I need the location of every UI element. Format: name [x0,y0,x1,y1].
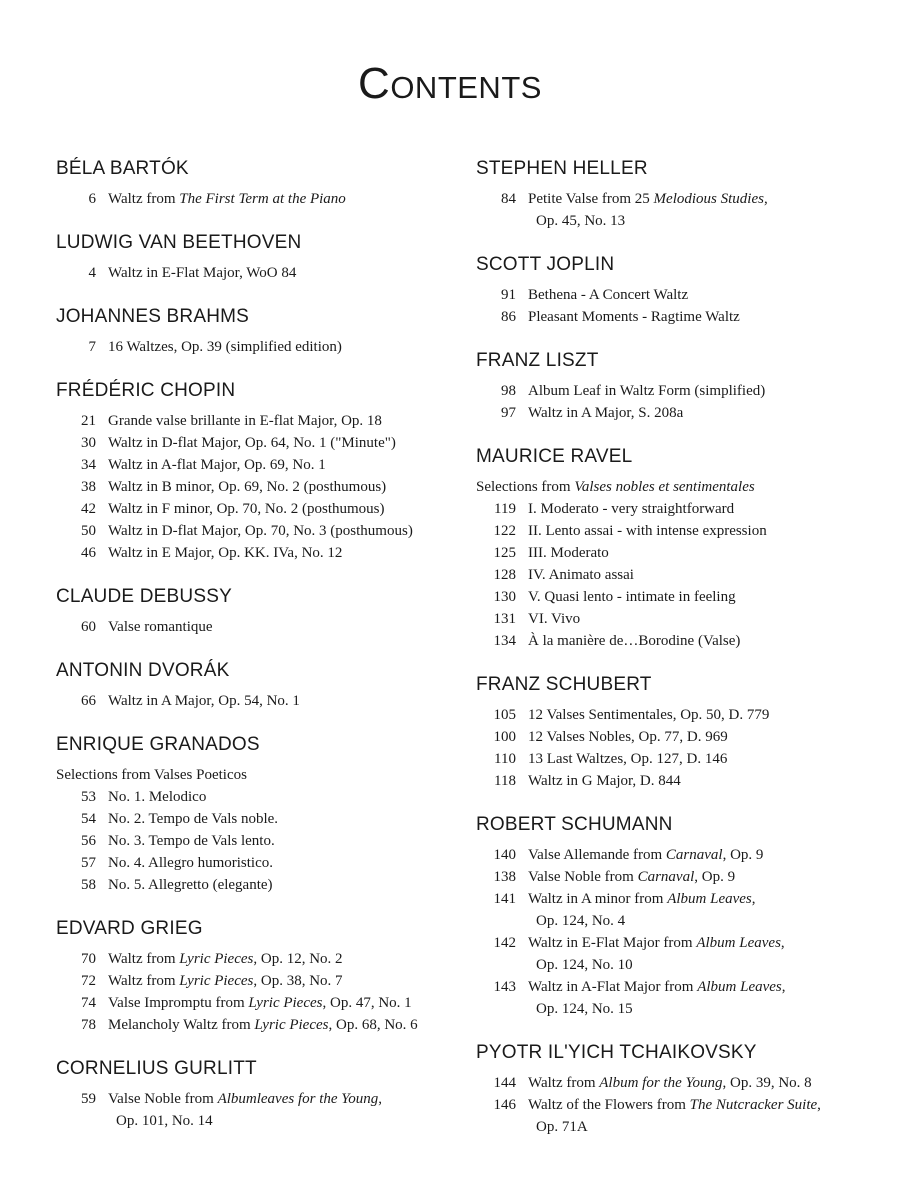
entry-title [528,630,876,652]
entry-text-part: Waltz in D-flat Major, Op. 70, No. 3 (posthumous) [108,523,413,539]
entry-title [108,520,456,542]
entry-text-part: Waltz in B minor, Op. 69, No. 2 (posthumous) [108,479,387,495]
entry-title [528,866,876,888]
contents-entry [56,1014,456,1036]
page-number: 42 [81,501,96,517]
composer-section [56,156,456,210]
entry-text-part: , Op. 39, No. 8 [722,1075,812,1091]
contents-entry [56,992,456,1014]
italic-title: Carnaval [665,847,723,863]
entry-title [108,690,456,712]
entry-title [108,410,456,432]
entry-text-part: Waltz of the Flowers from [528,1097,690,1113]
entry-text-part: Valse Impromptu from [108,995,249,1011]
composer-section [56,230,456,284]
contents-entry [476,284,876,306]
contents-entry [476,1094,876,1138]
contents-entry [476,704,876,726]
entry-title [528,748,876,770]
entry-text-part: Waltz in A-Flat Major from [528,979,698,995]
entry-text-part: III. Moderato [528,545,609,561]
entry-title [528,1072,876,1094]
entry-title [528,564,876,586]
composer-name: BÉLA BARTÓK [56,158,189,179]
page-number: 110 [494,751,516,767]
page-number: 38 [81,479,96,495]
contents-entry [476,306,876,328]
entry-text-part: À la manière de…Borodine (Valse) [528,633,741,649]
contents-entry [476,608,876,630]
entry-title [528,306,876,328]
entry-text-part: , Op. 9 [694,869,736,885]
contents-entry [476,586,876,608]
entry-text-part: , [378,1091,382,1107]
contents-entry [476,498,876,520]
contents-entry [476,542,876,564]
composer-name: ROBERT SCHUMANN [476,814,673,835]
entry-title [108,970,456,992]
selections-note [56,764,456,786]
entry-text-part: Petite Valse from 25 [528,191,654,207]
contents-entry [476,402,876,424]
entry-text-part: , [780,935,785,951]
entry-text-part: Valse romantique [108,619,213,635]
contents-entry [56,498,456,520]
entry-text-part: IV. Animato assai [528,567,634,583]
entry-continuation: Op. 71A [536,1119,588,1135]
page-number: 56 [81,833,96,849]
entry-text-part: 12 Valses Nobles, Op. 77, D. 969 [528,729,728,745]
italic-title: Lyric Pieces [179,973,254,989]
contents-entry [56,1088,456,1132]
entry-text-part: No. 1. Melodico [108,789,207,805]
entry-text-part: Bethena - A Concert Waltz [528,287,689,303]
italic-title: Valses nobles et sentimentales [574,479,755,495]
entry-text-part: Waltz in A Major, Op. 54, No. 1 [108,693,300,709]
entry-text-part: , [763,191,768,207]
page-number: 72 [81,973,96,989]
composer-name: CORNELIUS GURLITT [56,1058,257,1079]
page-number: 86 [501,309,516,325]
composer-name: FRANZ SCHUBERT [476,674,652,695]
entry-title [108,262,456,284]
composer-name: ANTONIN DVORÁK [56,660,230,681]
composer-name: PYOTR IL'YICH TCHAIKOVSKY [476,1042,757,1063]
composer-name: FRANZ LISZT [476,350,599,371]
entry-text-part: No. 4. Allegro humoristico. [108,855,273,871]
entry-title [108,476,456,498]
entry-text-part: , Op. 38, No. 7 [253,973,343,989]
entry-text-part: Grande valse brillante in E-flat Major, Op. 18 [108,413,382,429]
entry-text-part: Pleasant Moments - Ragtime Waltz [528,309,740,325]
entry-text-part: No. 2. Tempo de Vals noble. [108,811,279,827]
page-number: 21 [81,413,96,429]
page-number: 128 [493,567,516,583]
contents-entry [476,844,876,866]
entry-text-part: Waltz from [528,1075,600,1091]
entry-text-part: , Op. 9 [722,847,764,863]
entry-text-part: 12 Valses Sentimentales, Op. 50, D. 779 [528,707,770,723]
entry-title [108,542,456,564]
contents-entry [56,948,456,970]
page-number: 125 [493,545,516,561]
composer-section [56,1056,456,1132]
contents-entry [476,748,876,770]
composer-section [56,378,456,564]
composer-section [476,156,876,232]
page-number: 144 [493,1075,516,1091]
page-number: 140 [493,847,516,863]
entry-text-part: Waltz in E-Flat Major from [528,935,697,951]
italic-title: Album Leaves [696,935,781,951]
italic-title: Carnaval [637,869,695,885]
entry-text-part: VI. Vivo [528,611,581,627]
page-number: 91 [501,287,516,303]
page-number: 6 [88,191,96,207]
entry-text-part: , Op. 68, No. 6 [328,1017,418,1033]
entry-text-part: Waltz in G Major, D. 844 [528,773,681,789]
contents-entry [56,808,456,830]
contents-entry [476,380,876,402]
page-number: 118 [494,773,516,789]
entry-text-part: Waltz from [108,951,180,967]
composer-name: STEPHEN HELLER [476,158,648,179]
entry-title [108,1014,456,1036]
entry-text-part: Waltz in A Major, S. 208a [528,405,684,421]
page-number: 30 [81,435,96,451]
contents-entry [476,564,876,586]
entry-continuation: Op. 45, No. 13 [536,213,626,229]
entry-title [528,704,876,726]
page-number: 143 [493,979,516,995]
page-number: 84 [501,191,516,207]
entry-title [108,992,456,1014]
page-number: 78 [81,1017,96,1033]
page-number: 130 [493,589,516,605]
entry-text-part: , [751,891,756,907]
entry-text-part: Selections from Valses Poeticos [56,767,247,783]
contents-entry [56,432,456,454]
entry-text-part: Waltz in D-flat Major, Op. 64, No. 1 ("Minute") [108,435,396,451]
page-number: 74 [81,995,96,1011]
contents-entry [476,630,876,652]
entry-title [528,976,876,1020]
entry-title [528,1094,876,1138]
entry-text-part: , [817,1097,821,1113]
composer-section [476,348,876,424]
entry-title [108,336,456,358]
italic-title: Album Leaves [667,891,752,907]
entry-title [528,844,876,866]
composer-name: MAURICE RAVEL [476,446,633,467]
contents-entry [476,1072,876,1094]
contents-entry [476,520,876,542]
contents-entry [56,786,456,808]
contents-entry [476,888,876,932]
page-number: 53 [81,789,96,805]
entry-title [108,874,456,896]
page-number: 7 [88,339,96,355]
composer-section [476,812,876,1020]
contents-entry [56,410,456,432]
composer-section [56,916,456,1036]
entry-continuation: Op. 124, No. 15 [536,1001,633,1017]
composer-name: EDVARD GRIEG [56,918,203,939]
composer-section [56,732,456,896]
contents-entry [56,476,456,498]
composer-section [56,304,456,358]
entry-continuation: Op. 124, No. 10 [536,957,633,973]
entry-text-part: Valse Allemande from [528,847,666,863]
composer-name: JOHANNES BRAHMS [56,306,250,327]
page-number: 46 [81,545,96,561]
contents-entry [56,852,456,874]
entry-text-part: I. Moderato - very straightforward [528,501,735,517]
page-number: 4 [88,265,96,281]
page-number: 142 [493,935,516,951]
entry-title [528,498,876,520]
entry-title [528,402,876,424]
entry-text-part: , [781,979,786,995]
italic-title: Melodious Studies [653,191,764,207]
page-number: 98 [501,383,516,399]
italic-title: The First Term at the Piano [179,191,346,207]
composer-name: FRÉDÉRIC CHOPIN [56,380,236,401]
entry-title [108,498,456,520]
page-number: 122 [493,523,516,539]
entry-title [528,542,876,564]
entry-text-part: Waltz in A-flat Major, Op. 69, No. 1 [108,457,326,473]
entry-title [528,520,876,542]
entry-title [108,808,456,830]
entry-text-part: Waltz in F minor, Op. 70, No. 2 (posthumous) [108,501,385,517]
page-number: 59 [81,1091,96,1107]
page-number: 34 [81,457,96,473]
entry-title [528,380,876,402]
contents-entry [476,932,876,976]
italic-title: Album for the Young [599,1075,723,1091]
entry-text-part: Waltz in A minor from [528,891,668,907]
entry-title [528,770,876,792]
composer-section [56,658,456,712]
contents-entry [476,726,876,748]
entry-text-part: Waltz in E-Flat Major, WoO 84 [108,265,297,281]
italic-title: The Nutcracker Suite [689,1097,818,1113]
page-number: 70 [81,951,96,967]
composer-section [476,252,876,328]
entry-title [528,726,876,748]
entry-title [108,454,456,476]
page-number: 141 [493,891,516,907]
entry-title [108,948,456,970]
contents-entry [56,874,456,896]
entry-text-part: Waltz from [108,973,180,989]
contents-entry [56,262,456,284]
entry-title [108,432,456,454]
contents-entry [476,188,876,232]
contents-entry [56,690,456,712]
page-number: 97 [501,405,516,421]
entry-title [528,188,876,232]
contents-entry [56,520,456,542]
entry-continuation: Op. 124, No. 4 [536,913,626,929]
entry-text-part: II. Lento assai - with intense expression [528,523,767,539]
entry-text-part: 13 Last Waltzes, Op. 127, D. 146 [528,751,728,767]
contents-entry [476,770,876,792]
italic-title: Lyric Pieces [179,951,254,967]
entry-text-part: Album Leaf in Waltz Form (simplified) [528,383,766,399]
entry-text-part: Selections from [476,479,575,495]
entry-text-part: Waltz in E Major, Op. KK. IVa, No. 12 [108,545,343,561]
italic-title: Lyric Pieces [254,1017,329,1033]
entry-title [108,188,456,210]
entry-text-part: Waltz from [108,191,180,207]
entry-title [108,852,456,874]
contents-entry [56,970,456,992]
composer-section [476,672,876,792]
page-number: 134 [493,633,516,649]
entry-title [528,888,876,932]
composer-name: SCOTT JOPLIN [476,254,615,275]
page-number: 119 [494,501,516,517]
composer-name: ENRIQUE GRANADOS [56,734,260,755]
page-title: Contents [358,59,542,108]
page-number: 100 [493,729,516,745]
entry-title [528,586,876,608]
entry-title [528,608,876,630]
entry-text-part: , Op. 12, No. 2 [253,951,343,967]
entry-text-part: , Op. 47, No. 1 [322,995,412,1011]
page-number: 138 [493,869,516,885]
right-column [476,156,876,1158]
entry-title [528,284,876,306]
selections-note [476,476,876,498]
contents-entry [56,336,456,358]
contents-entry [56,454,456,476]
italic-title: Lyric Pieces [248,995,323,1011]
page-number: 58 [81,877,96,893]
composer-section [56,584,456,638]
page-number: 50 [81,523,96,539]
page-number: 60 [81,619,96,635]
entry-text-part: V. Quasi lento - intimate in feeling [528,589,736,605]
entry-text-part: No. 3. Tempo de Vals lento. [108,833,275,849]
entry-title [108,616,456,638]
contents-entry [476,866,876,888]
entry-title [528,932,876,976]
page-number: 105 [493,707,516,723]
page-number: 146 [493,1097,516,1113]
italic-title: Albumleaves for the Young [217,1091,379,1107]
page-number: 66 [81,693,96,709]
page-number: 57 [81,855,96,871]
page-number: 54 [81,811,96,827]
contents-entry [56,542,456,564]
italic-title: Album Leaves [697,979,782,995]
entry-text-part: Melancholy Waltz from [108,1017,255,1033]
composer-name: LUDWIG VAN BEETHOVEN [56,232,302,253]
entry-title [108,1088,456,1132]
composer-section [476,1040,876,1138]
entry-title [108,830,456,852]
composer-name: CLAUDE DEBUSSY [56,586,232,607]
left-column [56,156,456,1152]
composer-section [476,444,876,652]
entry-text-part: Valse Noble from [528,869,638,885]
contents-entry [56,188,456,210]
entry-text-part: No. 5. Allegretto (elegante) [108,877,273,893]
entry-title [108,786,456,808]
entry-continuation: Op. 101, No. 14 [116,1113,213,1129]
entry-text-part: Valse Noble from [108,1091,218,1107]
contents-entry [56,616,456,638]
entry-text-part: 16 Waltzes, Op. 39 (simplified edition) [108,339,342,355]
contents-entry [56,830,456,852]
contents-entry [476,976,876,1020]
page-number: 131 [493,611,516,627]
